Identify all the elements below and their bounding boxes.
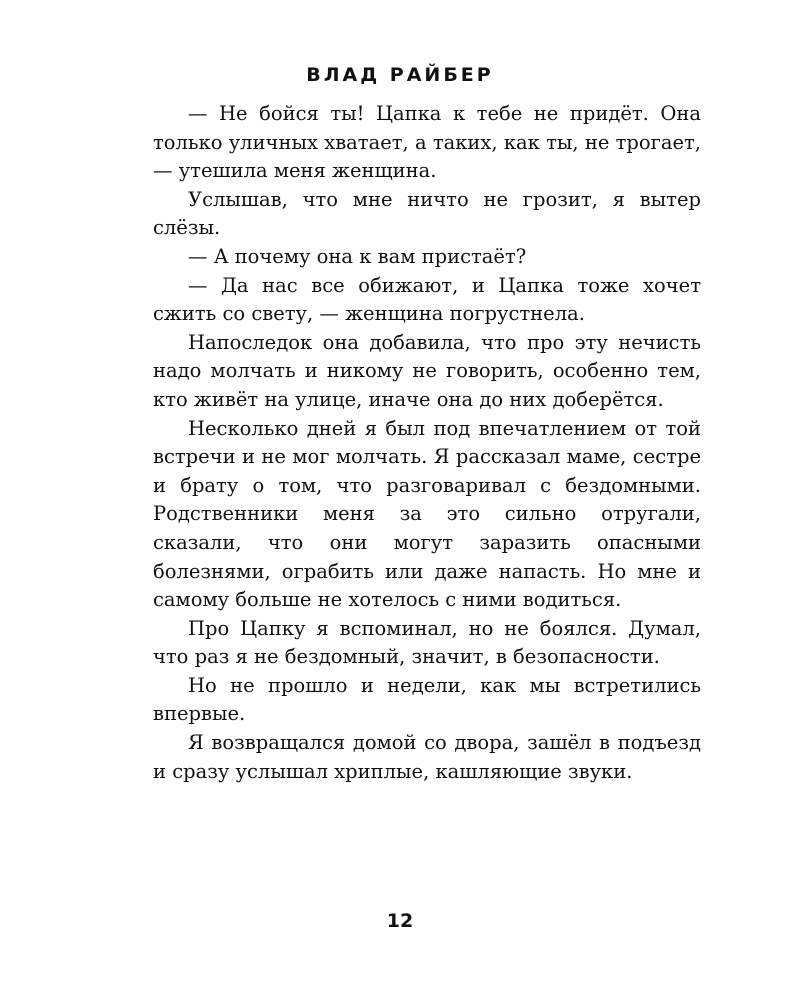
paragraph: — Да нас все обижают, и Цапка тоже хочет сжить со свету, — женщина погрустнела.: [153, 273, 701, 326]
paragraph: Услышав, что мне ничто не грозит, я вытер слёзы.: [153, 187, 701, 240]
paragraph: Я возвращался домой со двора, зашёл в подъезд и сразу услышал хриплые, кашляющие звуки.: [153, 731, 701, 783]
paragraph: Напоследок она добавила, что про эту нечисть надо молчать и никому не говорить, особенно тем, кто живёт на улице, иначе она до них доберётся.: [153, 330, 701, 411]
paragraph: — Не бойся ты! Цапка к тебе не придёт. Она только уличных хватает, а таких, как ты, не трогает, — утешила меня женщина.: [153, 102, 701, 183]
paragraph: Но не прошло и недели, как мы встретились впервые.: [153, 673, 701, 726]
paragraph: Несколько дней я был под впечатлением от той встречи и не мог молчать. Я рассказал маме, сестре и брату о том, что разговаривал с бездомными. Родственники меня за это сильно отругали, сказали, что они могут заразить опасными болезнями, ограбить или даже напасть. Но мне и самому больше не хотелось с ними водиться.: [153, 416, 701, 612]
running-head-author: ВЛАД РАЙБЕР: [306, 64, 494, 86]
paragraph: Про Цапку я вспоминал, но не боялся. Думал, что раз я не бездомный, значит, в безопасности.: [153, 616, 701, 669]
page-number: 12: [386, 910, 414, 932]
paragraph: — А почему она к вам пристаёт?: [188, 244, 527, 268]
body-text: [153, 100, 701, 786]
